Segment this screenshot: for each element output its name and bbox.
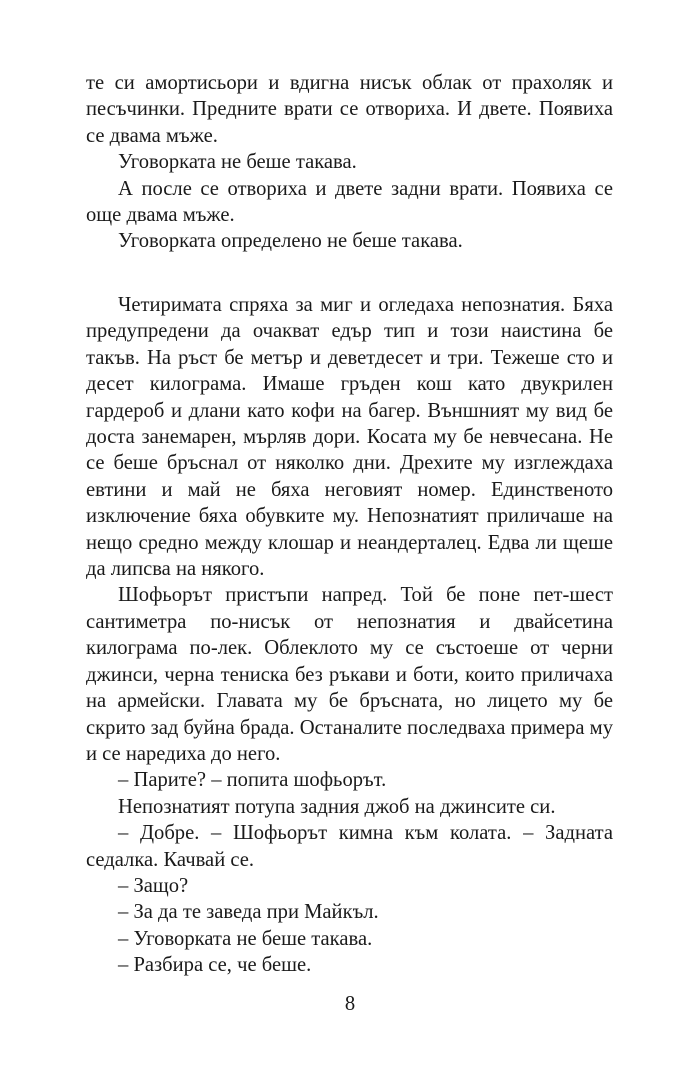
paragraph: те си амортисьори и вдигна нисък облак от прахоляк и песъчинки. Предните врати се отвориха. И двете. Появиха се двама мъже. xyxy=(86,72,613,147)
page-number: 8 xyxy=(344,993,356,1015)
paragraph: Шофьорът пристъпи напред. Той бе поне пет-шест сантиметра по-нисък от непознатия и двайсетина килограма по-лек. Облеклото му се състоеше от черни джинси, черна тениска без ръкави и боти, които приличаха на армейски. Главата му бе бръсната, но лицето му бе скрито зад буйна брада. Останалите последваха примера му и се наредиха до него. xyxy=(86,584,613,765)
paragraph: Уговорката определено не беше такава. xyxy=(118,230,463,253)
text-section-2 xyxy=(86,292,613,979)
dialogue-line: – За да те заведа при Майкъл. xyxy=(118,901,379,924)
paragraph: Непознатият потупа задния джоб на джинсите си. xyxy=(118,795,556,818)
dialogue-line: – Защо? xyxy=(118,874,189,897)
dialogue-line: – Разбира се, че беше. xyxy=(118,954,312,977)
dialogue-line: – Добре. – Шофьорът кимна към колата. – Задната седалка. Качвай се. xyxy=(86,822,613,871)
paragraph: А после се отвориха и двете задни врати. Появиха се още двама мъже. xyxy=(86,177,613,227)
dialogue-line: – Парите? – попита шофьорът. xyxy=(118,769,387,792)
text-section-1 xyxy=(86,70,613,255)
paragraph: Уговорката не беше такава. xyxy=(118,151,357,174)
paragraph: Четиримата спряха за миг и огледаха непознатия. Бяха предупредени да очакват едър тип и този наистина бе такъв. На ръст бе метър и деветдесет и три. Тежеше сто и десет килограма. Имаше гръден кош като двукрилен гардероб и длани като кофи на багер. Външният му вид бе доста занемарен, мърляв дори. Косата му бе невчесана. Не се беше бръснал от няколко дни. Дрехите му изглеждаха евтини и май не бяха неговият номер. Единственото изключение бяха обувките му. Непознатият приличаше на нещо средно между клошар и неандерталец. Едва ли щеше да липсва на някого. xyxy=(86,294,613,581)
dialogue-line: – Уговорката не беше такава. xyxy=(118,927,373,950)
